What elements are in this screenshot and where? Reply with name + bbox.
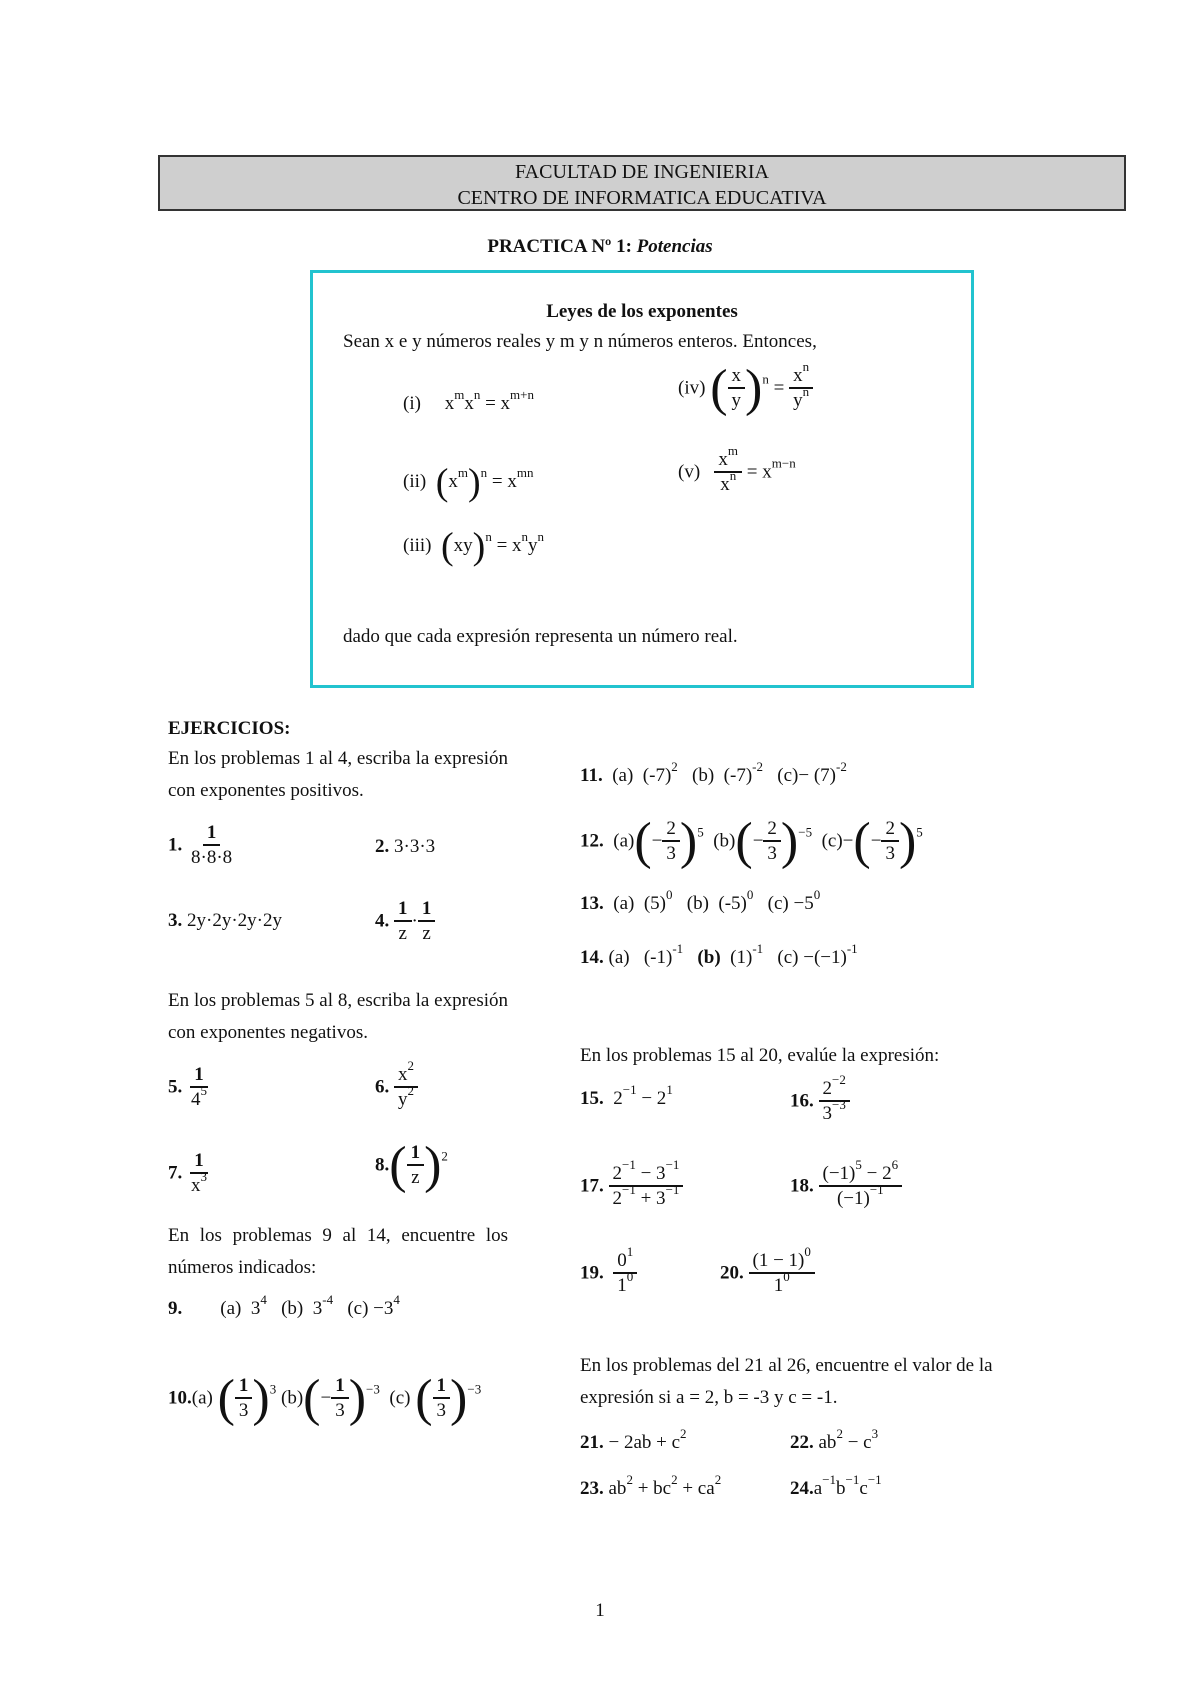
law-label: (iii) [403,535,432,556]
exercise-3: 3. 2y·2y·2y·2y [168,910,282,931]
exercise-4: 4. $\frac{1}{z}$ · $\frac{1}{z}$ [375,898,435,946]
page-header [158,155,1126,211]
exercise-11: 11. (a) $(-7)^2$ (b) $(-7)^{-2}$ $(c)- (7)^{-2}$ [580,759,847,786]
page-number: 1 [595,1600,605,1621]
exercise-10: 10.(a) ( $\frac{1}{3}$ )$^3$ (b)(− $\frac{1}{3}$ )$^{-3}$ (c) ( $\frac{1}{3}$ )$^{-3}$ [168,1370,482,1427]
section5-intro: En los problemas del 21 al 26, encuentre el valor de la expresión si a = 2, b = -3 y c = -1. [580,1355,993,1408]
law-i: (i) $x^mx^n = x^{m+n}$ [403,387,534,414]
exercise-15: 15. $2^{-1} - 2^1$ [580,1082,673,1109]
exercise-20: 20. $\frac{(1 - 1)^0}{1^0}$ [720,1250,815,1298]
header-center: CENTRO DE INFORMATICA EDUCATIVA [457,187,827,209]
exercise-9: 9. (a) $3^4$ (b) $3^{-4}$ $(c) -3^4$ [168,1292,400,1319]
law-label: (iv) [678,377,706,399]
law-label: (v) [678,461,701,483]
exercise-6: 6. $\frac{x^2}{y^2}$ [375,1064,418,1112]
header-faculty: FACULTAD DE INGENIERIA [515,161,769,183]
exercise-18: 18. $\frac{(-1)^5 - 2^6}{(-1)^{-1}}$ [790,1163,902,1211]
exercise-24: $24.a^{-1}b^{-1}c^{-1}$ [790,1472,882,1499]
law-iv: (iv) ( $\frac{x}{y}$ )$^n$ = $\frac{x^n}{y^n}$ [678,365,813,413]
exercise-5: 5. $\frac{1}{4^5}$ [168,1064,207,1110]
laws-box [310,270,974,688]
exercise-19: 19. $\frac{0^1}{1^0}$ [580,1250,637,1298]
law-ii: (ii) $(x^m)^n = x^{mn}$ [403,461,534,504]
section1-intro: En los problemas 1 al 4, escriba la expresión con exponentes positivos. [168,748,508,801]
section4-intro: En los problemas 15 al 20, evalúe la expresión: [580,1045,940,1066]
exercise-23: 23. $ab^2 + bc^2 + ca^2$ [580,1472,722,1499]
practice-title [0,236,1200,258]
exercise-13: 13. (a) $(5)^0$ (b) $(-5)^0$ $(c) -5^0$ [580,887,821,914]
law-label: (i) [403,393,421,414]
section2-intro: En los problemas 5 al 8, escriba la expresión con exponentes negativos. [168,990,508,1043]
exercises-heading: EJERCICIOS: [168,718,291,739]
practice-label: PRACTICA Nº 1: [487,236,632,257]
exercise-12: 12. (a)(− $\frac{2}{3}$ )$^5$ (b)(− $\frac{2}{3}$ )$^{-5}$ (c)−(− $\frac{2}{3}$ )$^5$ [580,813,923,870]
exercise-1: 1. $\frac{1}{8\cdot 8\cdot 8}$ [168,822,233,868]
exercise-21: 21. − $2ab + c^2$ [580,1426,687,1453]
section3-intro: En los problemas 9 al 14, encuentre los números indicados: [168,1225,508,1278]
exercise-2: 2. 3·3·3 [375,836,436,857]
laws-intro: Sean x e y números reales y m y n números enteros. Entonces, [343,331,817,352]
exercise-16: 16. $\frac{2^{-2}}{3^{-3}}$ [790,1078,850,1126]
exercise-22: 22. $ab^2 - c^3$ [790,1426,879,1453]
law-iii: (iii) $(xy)^n = x^ny^n$ [403,525,545,568]
law-v: (v) $\frac{x^m}{x^n}$ = $x^{m-n}$ [678,443,796,495]
exercise-8: 8.( $\frac{1}{z}$ )$^2$ [375,1137,448,1194]
law-label: (ii) [403,471,427,492]
laws-heading: Leyes de los exponentes [546,301,738,322]
laws-footer: dado que cada expresión representa un número real. [343,626,738,647]
practice-topic: Potencias [636,236,713,257]
exercise-17: 17. $\frac{2^{-1} - 3^{-1}}{2^{-1} + 3^{-1}}$ [580,1163,683,1211]
exercise-14: 14. (a) $(-1)^{-1}$ (b) $(1)^{-1}$ $(c) -(-1)^{-1}$ [580,941,858,968]
exercise-7: 7. $\frac{1}{x^3}$ [168,1150,207,1196]
